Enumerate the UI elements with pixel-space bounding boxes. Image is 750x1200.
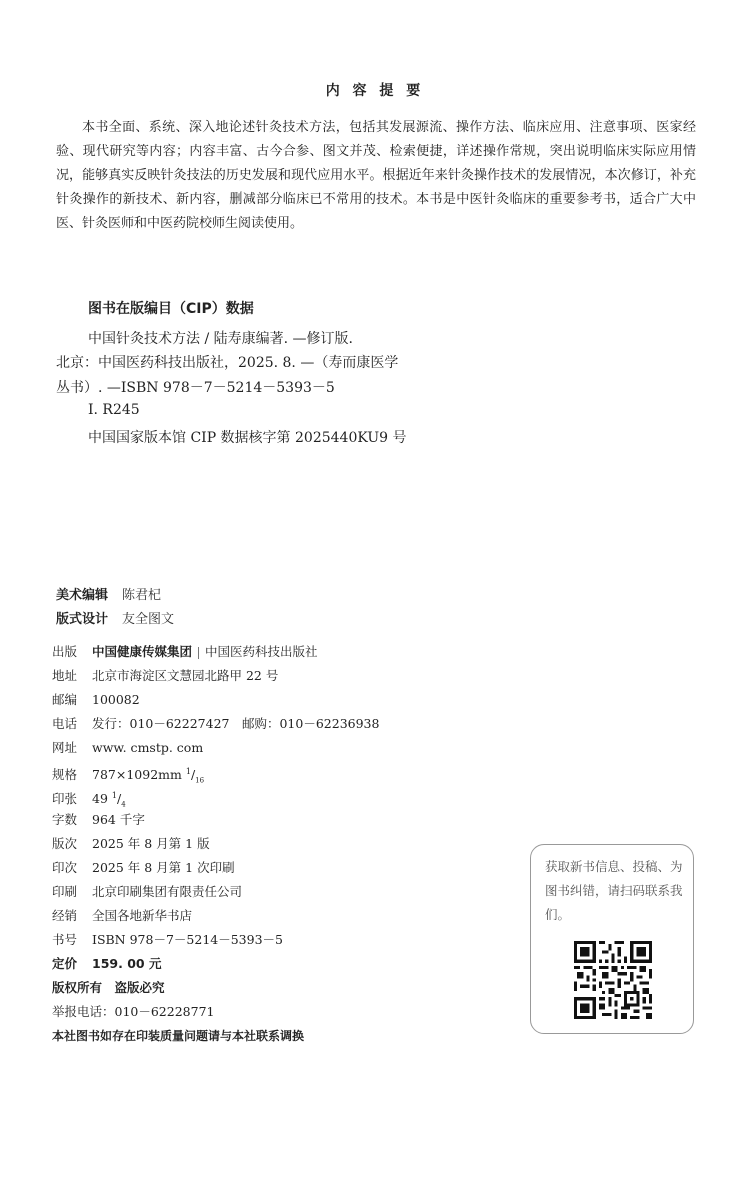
sheets-numerator: 1 — [111, 791, 117, 800]
website-row — [52, 737, 203, 759]
format-denominator: 16 — [195, 776, 205, 785]
sheets-value: 49 — [92, 791, 108, 807]
isbn-value: ISBN 978－7－5214－5393－5 — [92, 932, 283, 947]
qr-card-text: 获取新书信息、投稿、为图书纠错，请扫码联系我们。 — [545, 859, 683, 922]
quality-notice: 本社图书如存在印装质量问题请与本社联系调换 — [52, 1029, 305, 1043]
format-numerator: 1 — [185, 767, 191, 776]
distributor-row — [52, 905, 192, 927]
printing-value: 2025 年 8 月第 1 次印刷 — [92, 860, 235, 875]
sheets-row: 印张 49 $^1/_4$ — [52, 785, 126, 807]
website-label: 网址 — [52, 740, 78, 755]
address-label: 地址 — [52, 668, 78, 683]
postcode-label: 邮编 — [52, 692, 78, 707]
art-editor-label: 美术编辑 — [56, 588, 109, 603]
printing-row — [52, 857, 235, 879]
words-label: 字数 — [52, 812, 78, 827]
publisher-row — [52, 641, 318, 663]
art-editor-row — [56, 584, 161, 603]
cip-line: 中国国家版本馆 CIP 数据核字第 2025440KU9 号 — [88, 430, 407, 446]
qr-card — [530, 844, 694, 1034]
copyright-notice: 版权所有 盗版必究 — [52, 980, 165, 995]
publisher-group: 中国健康传媒集团 — [92, 644, 193, 659]
postcode-row — [52, 689, 140, 711]
cip-line: Ⅰ. R245 — [88, 402, 140, 418]
publisher-label: 出版 — [52, 644, 78, 659]
price-value: 159. 00 元 — [92, 956, 162, 971]
cip-line: 中国针灸技术方法 / 陆寿康编著. —修订版. — [88, 331, 353, 347]
postcode-value: 100082 — [92, 692, 140, 707]
report-phone: 举报电话：010－62228771 — [52, 1004, 215, 1019]
publisher-name: 中国医药科技出版社 — [205, 644, 318, 659]
printer-label: 印刷 — [52, 884, 78, 899]
price-label: 定价 — [52, 956, 78, 971]
distributor-label: 经销 — [52, 908, 78, 923]
website-value: www. cmstp. com — [92, 740, 204, 755]
layout-designer-label: 版式设计 — [56, 612, 109, 627]
phone-label: 电话 — [52, 716, 78, 731]
cip-heading: 图书在版编目（CIP）数据 — [88, 301, 254, 317]
art-editor-name: 陈君杞 — [122, 588, 162, 603]
printing-label: 印次 — [52, 860, 78, 875]
words-value: 964 千字 — [92, 812, 145, 827]
isbn-label: 书号 — [52, 932, 78, 947]
format-row: 规格 787×1092mm $^1/_{16}$ — [52, 761, 204, 783]
format-value: 787×1092mm — [92, 767, 182, 783]
qr-code-icon[interactable] — [574, 941, 652, 1019]
sheets-denominator: 4 — [121, 800, 126, 809]
price-row — [52, 953, 161, 975]
summary-body: 本书全面、系统、深入地论述针灸技术方法，包括其发展源流、操作方法、临床应用、注意事项、医家经验、现代研究等内容；内容丰富、古今合参、图文并茂、检索便捷，详述操作常规，突出说明临床实际应用情况，能够真实反映针灸技法的历史发展和现代应用水平。根据近年来针灸操作技术的发展情况，本次修订，补充针灸操作的新技术、新内容，删减部分临床已不常用的技术。本书是中医针灸临床的重要参考书，适合广大中医、针灸医师和中医药院校师生阅读使用。 — [56, 120, 696, 231]
phone-value: 发行：010－62227427 邮购：010－62236938 — [92, 716, 380, 731]
cip-line: 北京：中国医药科技出版社，2025. 8. —（寿而康医学 — [56, 355, 399, 371]
isbn-row — [52, 929, 283, 951]
sheets-label: 印张 — [52, 791, 78, 807]
phone-row — [52, 713, 379, 735]
layout-designer-row — [56, 608, 174, 627]
address-row — [52, 665, 278, 687]
format-label: 规格 — [52, 767, 78, 783]
printer-value: 北京印刷集团有限责任公司 — [92, 884, 243, 899]
printer-row — [52, 881, 242, 903]
edition-label: 版次 — [52, 836, 78, 851]
edition-row — [52, 833, 210, 855]
address-value: 北京市海淀区文慧园北路甲 22 号 — [92, 668, 279, 683]
summary-title: 内 容 提 要 — [325, 83, 425, 99]
distributor-value: 全国各地新华书店 — [92, 908, 193, 923]
layout-designer-name: 友全图文 — [122, 612, 175, 627]
divider — [198, 647, 199, 659]
edition-value: 2025 年 8 月第 1 版 — [92, 836, 210, 851]
words-row — [52, 809, 145, 831]
cip-line: 丛书）. —ISBN 978－7－5214－5393－5 — [56, 380, 335, 396]
